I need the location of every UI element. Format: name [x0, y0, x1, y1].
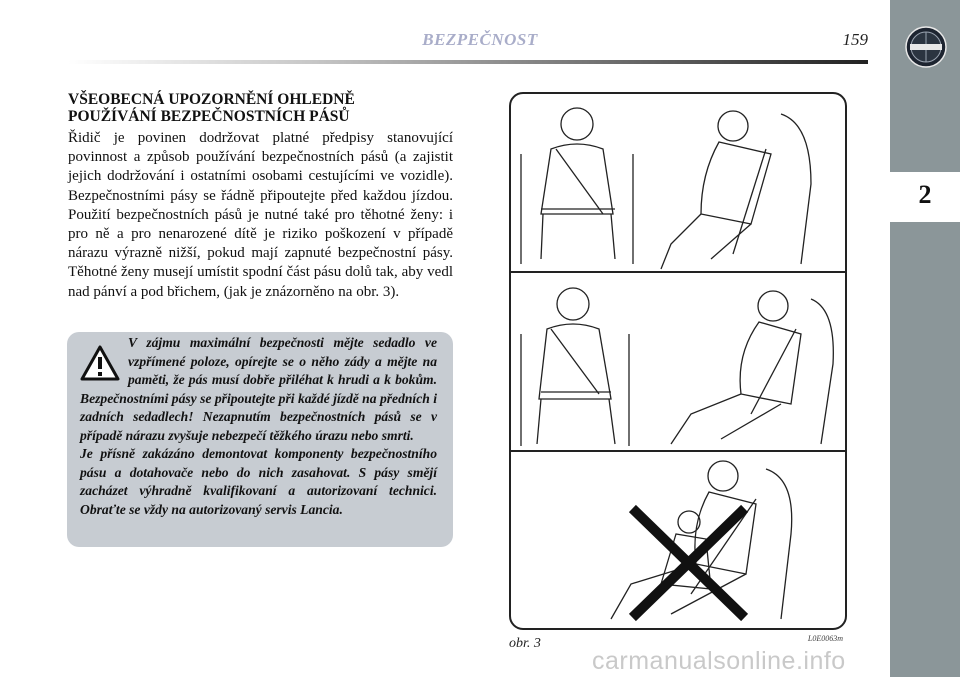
figure-code: L0E0063m	[807, 634, 843, 643]
warning-paragraph-2: Je přísně zakázáno demontovat komponenty bezpečnostního pásu a dotahovače nebo do nich zasahovat. S pásy smějí zacházet výhradně kvalifikovaní a autorizovaní technici. Obraťte se vždy na autorizovaný servis Lancia.	[80, 446, 437, 517]
heading-line-2: POUŽÍVÁNÍ BEZPEČNOSTNÍCH PÁSŮ	[68, 108, 350, 125]
watermark: carmanualsonline.info	[592, 647, 846, 675]
chapter-tab[interactable]	[890, 172, 960, 222]
panel-2-front-pregnant	[521, 288, 629, 446]
chapter-sidebar	[890, 0, 960, 677]
figure-caption: obr. 3	[509, 636, 541, 651]
chapter-number: 2	[918, 180, 932, 209]
article-body: Řidič je povinen dodržovat platné předpisy stanovující povinnost a způsob používání bezpečnostních pásů (a zajistit jejich dodržování i ostatními osobami cestujícími ve vozidle). Bezpečnostními pásy se řádně připoutejte před každou jízdou. Použití bezpečnostních pásů je nutné také pro těhotné ženy: i pro ně a pro nenarozené dítě je riziko poškození v případě nárazu výrazně nižší, pokud mají zapnuté bezpečnostní pásy. Těhotné ženy musejí umístit spodní část pásu dolů tak, aby vedl nad pánví a pod břichem, (jak je znázorněno na obr. 3).	[68, 130, 453, 300]
heading-line-1: VŠEOBECNÁ UPOZORNĚNÍ OHLEDNĚ	[68, 91, 355, 108]
panel-1-side-driver	[661, 111, 811, 269]
article-heading	[68, 91, 453, 125]
panel-3-child-on-lap	[611, 461, 792, 619]
panel-1-front-driver	[521, 108, 633, 264]
seatbelt-illustration	[509, 92, 847, 630]
header-rule	[68, 60, 868, 64]
warning-paragraph-1: V zájmu maximální bezpečnosti mějte sedadlo ve vzpřímené poloze, opírejte se o něho zády a mějte na paměti, že pás musí dobře přiléhat k hrudi a k bokům. Bezpečnostními pásy se připoutejte při každé jízdě na předních i zadních sedadlech! Nezapnutím bezpečnostních pásů se v případě nárazu zvyšuje nebezpečí těžkého úrazu nebo smrti.	[80, 335, 437, 443]
panel-2-side-pregnant	[671, 291, 833, 444]
warning-text	[80, 334, 437, 519]
section-title: BEZPEČNOST	[422, 30, 538, 49]
seatbelt-drawing	[511, 94, 845, 628]
prohibited-x-icon	[636, 512, 741, 614]
page-number: 159	[842, 30, 868, 49]
lancia-logo-icon	[905, 26, 947, 68]
